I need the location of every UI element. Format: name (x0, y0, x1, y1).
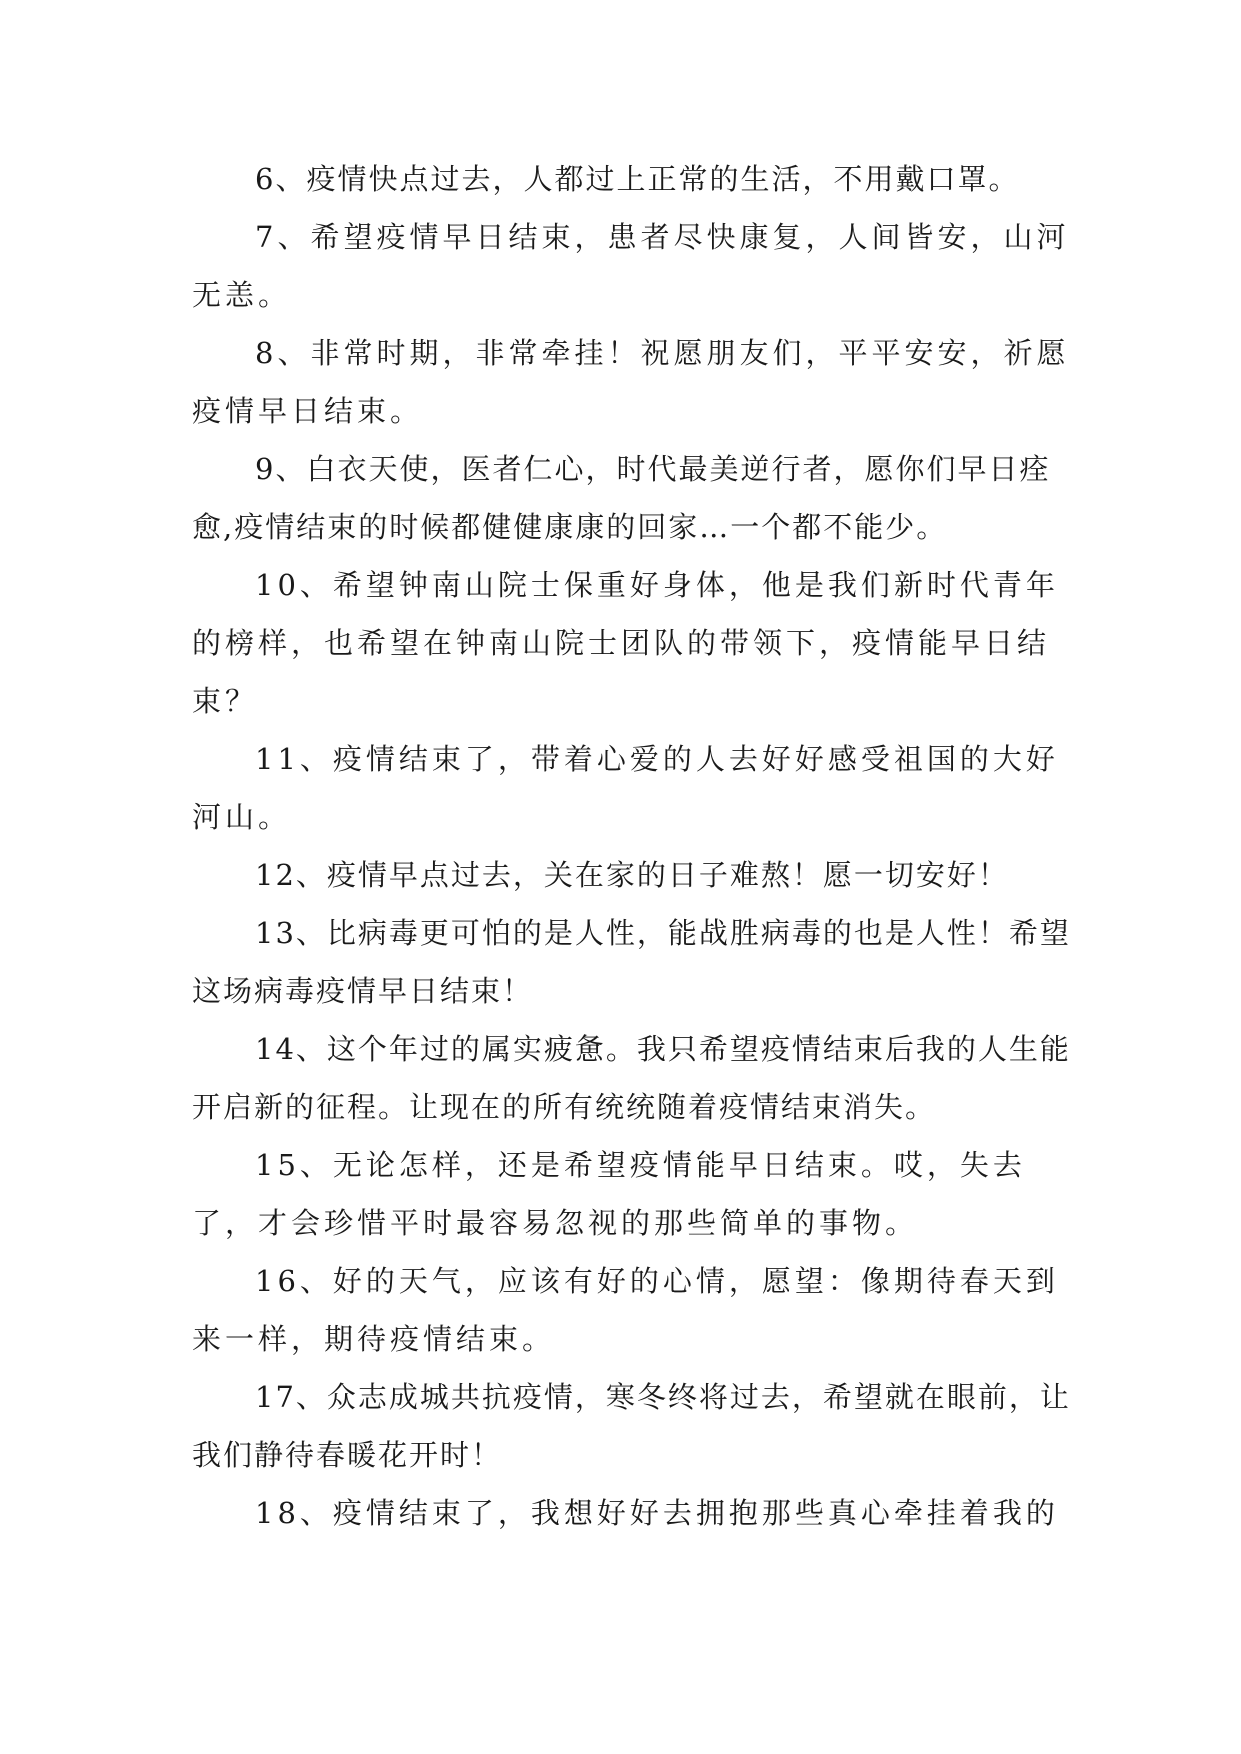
paragraph-10: 10、希望钟南山院士保重好身体，他是我们新时代青年的榜样，也希望在钟南山院士团队的带领下，疫情能早日结束？ (192, 568, 1059, 718)
paragraph-7: 7、希望疫情早日结束，患者尽快康复，人间皆安，山河无恙。 (192, 220, 1070, 312)
paragraph-9: 9、白衣天使，医者仁心，时代最美逆行者，愿你们早日痊愈,疫情结束的时候都健健康康的回家…一个都不能少。 (192, 452, 1051, 544)
paragraph-12: 12、疫情早点过去，关在家的日子难熬！愿一切安好！ (255, 858, 1009, 892)
paragraph-17: 17、众志成城共抗疫情，寒冬终将过去，希望就在眼前，让我们静待春暖花开时！ (192, 1380, 1071, 1472)
paragraph-11: 11、疫情结束了，带着心爱的人去好好感受祖国的大好河山。 (192, 742, 1059, 834)
paragraph-15: 15、无论怎样，还是希望疫情能早日结束。哎，失去了，才会珍惜平时最容易忽视的那些简单的事物。 (192, 1148, 1026, 1240)
paragraph-8: 8、非常时期，非常牵挂！祝愿朋友们，平平安安，祈愿疫情早日结束。 (192, 336, 1070, 428)
paragraph-14: 14、这个年过的属实疲惫。我只希望疫情结束后我的人生能开启新的征程。让现在的所有统统随着疫情结束消失。 (192, 1032, 1071, 1124)
paragraph-16: 16、好的天气，应该有好的心情，愿望：像期待春天到来一样，期待疫情结束。 (192, 1264, 1059, 1356)
paragraph-6: 6、疫情快点过去，人都过上正常的生活，不用戴口罩。 (255, 162, 1020, 196)
document-body (192, 150, 1072, 1542)
paragraph-13: 13、比病毒更可怕的是人性，能战胜病毒的也是人性！希望这场病毒疫情早日结束！ (192, 916, 1071, 1008)
paragraph-18: 18、疫情结束了，我想好好去拥抱那些真心牵挂着我的 (255, 1496, 1059, 1530)
